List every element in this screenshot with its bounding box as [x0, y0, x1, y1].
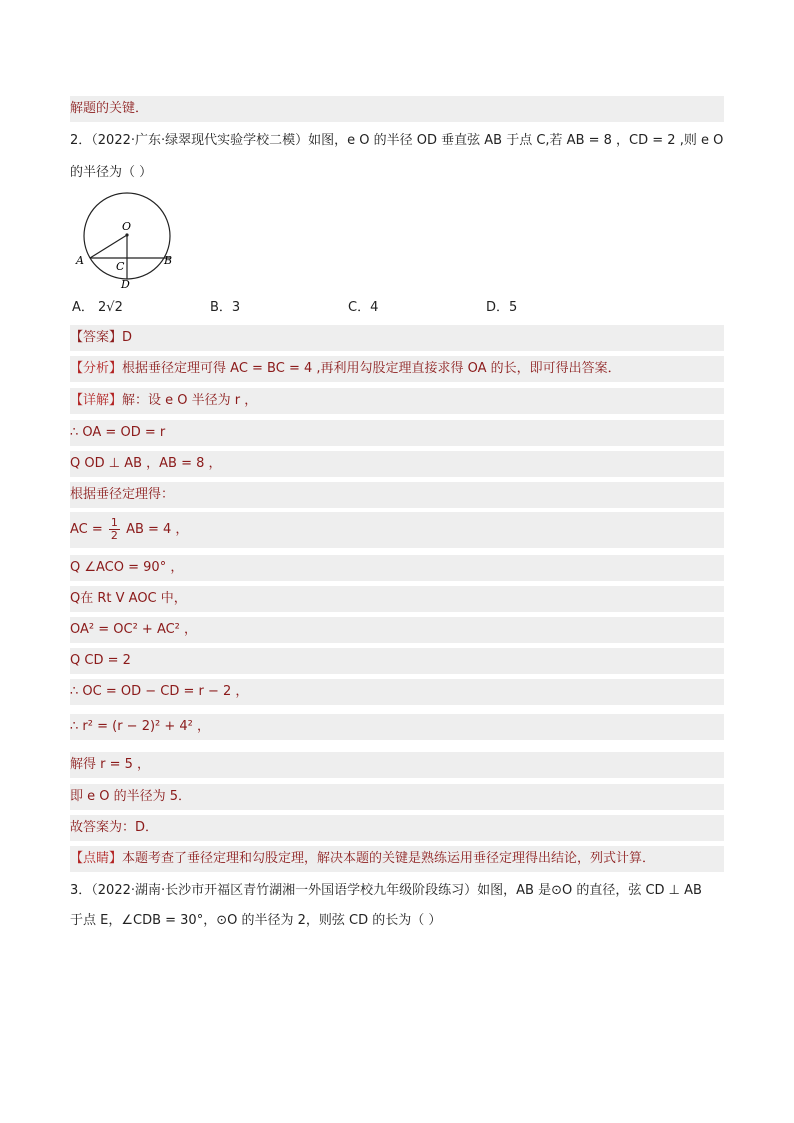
label-a: A	[76, 254, 84, 267]
analysis-text: 根据垂径定理可得 AC = BC = 4 ,再利用勾股定理直接求得 OA 的长，即可得出答案．	[122, 361, 621, 376]
key-point-line	[70, 846, 724, 872]
question-2-line-1: 2．（2022·广东·绿翠现代实验学校二模）如图，e O 的半径 OD 垂直弦 AB 于点 C,若 AB = 8 ，CD = 2 ,则 e O	[70, 133, 724, 148]
step-10: ∴ r² = (r − 2)² + 4² ，	[70, 714, 724, 740]
key-point-tag: 【点睛】	[70, 851, 123, 866]
circle-figure	[72, 188, 182, 292]
step-4-rhs: AB = 4 ，	[126, 522, 189, 537]
detail-tag: 【详解】	[70, 393, 123, 408]
step-11: 解得 r = 5 ，	[70, 752, 724, 778]
step-13: 故答案为：D．	[70, 815, 724, 841]
label-c: C	[116, 260, 125, 273]
label-d: D	[121, 278, 130, 291]
step-2: Q OD ⊥ AB ，AB = 8 ，	[70, 451, 724, 477]
center-point	[125, 233, 128, 236]
step-7: OA² = OC² + AC² ，	[70, 617, 724, 643]
line-key-point-end: 解题的关键．	[70, 96, 724, 122]
step-9: ∴ OC = OD − CD = r − 2 ，	[70, 679, 724, 705]
choice-a: A． 2√2	[72, 300, 123, 315]
label-b: B	[164, 254, 173, 267]
choice-c: C．4	[348, 300, 379, 315]
analysis-tag: 【分析】	[70, 361, 123, 376]
answer-line: 【答案】D	[70, 325, 724, 351]
step-4-lhs: AC =	[70, 522, 103, 537]
detail-line	[70, 388, 724, 414]
half-fraction	[109, 517, 120, 542]
question-3-line-2: 于点 E，∠CDB = 30°，⊙O 的半径为 2，则弦 CD 的长为（ ）	[70, 913, 442, 928]
step-8: Q CD = 2	[70, 648, 724, 674]
detail-text: 解：设 e O 半径为 r ，	[122, 393, 258, 408]
fraction-numerator: 1	[110, 516, 118, 529]
step-6: Q在 Rt V AOC 中，	[70, 586, 724, 612]
question-2-line-2: 的半径为（ ）	[70, 165, 153, 180]
label-o: O	[122, 220, 132, 233]
choice-d: D．5	[486, 300, 518, 315]
step-1: ∴ OA = OD = r	[70, 420, 724, 446]
question-3-line-1: 3．（2022·湖南·长沙市开福区青竹湖湘一外国语学校九年级阶段练习）如图，AB 是⊙O 的直径，弦 CD ⊥ AB	[70, 883, 702, 898]
radius-oa	[90, 235, 127, 258]
key-point-text: 本题考查了垂径定理和勾股定理，解决本题的关键是熟练运用垂径定理得出结论，列式计算．	[122, 851, 656, 866]
step-3: 根据垂径定理得：	[70, 482, 724, 508]
fraction-denominator: 2	[110, 529, 118, 542]
step-5: Q ∠ACO = 90° ，	[70, 555, 724, 581]
step-12: 即 e O 的半径为 5．	[70, 784, 724, 810]
step-4	[70, 512, 724, 548]
analysis-line	[70, 356, 724, 382]
choice-b: B．3	[210, 300, 241, 315]
